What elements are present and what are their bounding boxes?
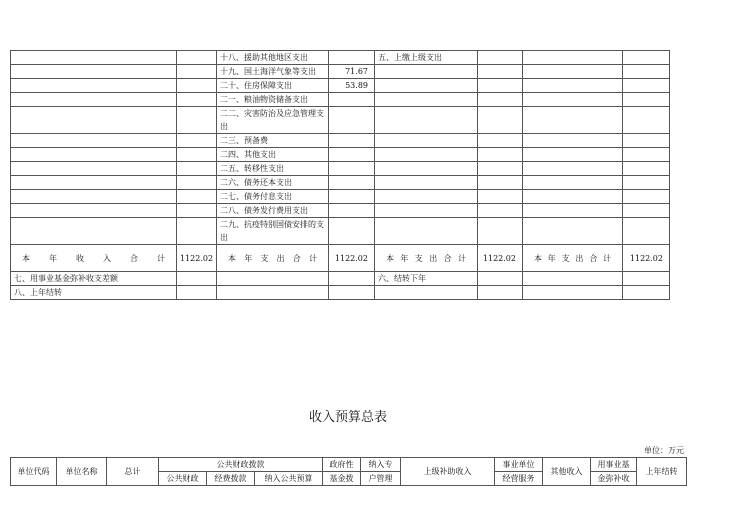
- table-cell-c6: [478, 204, 523, 218]
- footer-expense-item: 六、结转下年: [375, 272, 478, 286]
- table-cell-c7: [523, 65, 623, 79]
- empty-cell: [217, 272, 329, 286]
- table-cell-c1: [11, 134, 177, 148]
- table-row: [11, 107, 670, 134]
- table-cell-c5: [375, 204, 478, 218]
- table-cell-c2: [177, 162, 217, 176]
- table-cell-c5: [375, 65, 478, 79]
- empty-cell: [177, 286, 217, 300]
- header-gov-fund-line2: 基金拨: [323, 472, 361, 486]
- table-cell-c8: [623, 51, 670, 65]
- table-cell-c1: [11, 65, 177, 79]
- total-income-value: 1122.02: [177, 245, 217, 272]
- table-row: [11, 204, 670, 218]
- table-cell-c6: [478, 162, 523, 176]
- table-cell-c4: [329, 134, 375, 148]
- table-cell-c5: [375, 148, 478, 162]
- table-cell-c7: [523, 79, 623, 93]
- table-cell-c2: [177, 65, 217, 79]
- table-cell-c5: [375, 79, 478, 93]
- table-row: [11, 218, 670, 245]
- empty-cell: [623, 272, 670, 286]
- empty-cell: [523, 286, 623, 300]
- table-cell-c5: [375, 134, 478, 148]
- total-expense-label-1: [217, 245, 329, 272]
- footer-expense-item: [375, 286, 478, 300]
- table-cell-c1: [11, 51, 177, 65]
- empty-cell: [177, 272, 217, 286]
- empty-cell: [217, 286, 329, 300]
- table-cell-c3: 二十、住房保障支出: [217, 79, 329, 93]
- table-cell-c6: [478, 107, 523, 134]
- footer-income-item: 八、上年结转: [11, 286, 177, 300]
- empty-cell: [478, 286, 523, 300]
- table-row: [11, 134, 670, 148]
- footer-row: [11, 272, 670, 286]
- table-cell-c4: 71.67: [329, 65, 375, 79]
- header-other-income: 其他收入: [543, 458, 591, 486]
- table-cell-c1: [11, 176, 177, 190]
- table-cell-c5: [375, 176, 478, 190]
- table-cell-c8: [623, 134, 670, 148]
- table-cell-c3: 二五、转移性支出: [217, 162, 329, 176]
- table-cell-c1: [11, 204, 177, 218]
- header-unit-code: 单位代码: [11, 458, 57, 486]
- table-cell-c8: [623, 148, 670, 162]
- total-label-text: 本年支出合计: [228, 253, 317, 263]
- header-business-line2: 经营服务: [495, 472, 543, 486]
- table-cell-c6: [478, 148, 523, 162]
- table-cell-c2: [177, 204, 217, 218]
- table-cell-c6: [478, 218, 523, 245]
- table-cell-c1: [11, 107, 177, 134]
- table-cell-c7: [523, 204, 623, 218]
- table-cell-c4: [329, 93, 375, 107]
- table-cell-c1: [11, 218, 177, 245]
- table-cell-c7: [523, 134, 623, 148]
- table-row: [11, 93, 670, 107]
- empty-cell: [478, 272, 523, 286]
- income-budget-table: [10, 457, 687, 486]
- table-cell-c6: [478, 65, 523, 79]
- table-cell-c5: [375, 107, 478, 134]
- header-business-line1: 事业单位: [495, 458, 543, 472]
- table-cell-c8: [623, 65, 670, 79]
- table-cell-c4: [329, 107, 375, 134]
- table-cell-c7: [523, 107, 623, 134]
- empty-cell: [623, 286, 670, 300]
- table-cell-c2: [177, 176, 217, 190]
- table-row: [11, 51, 670, 65]
- header-special-line2: 户管理: [361, 472, 401, 486]
- table-cell-c7: [523, 51, 623, 65]
- empty-cell: [523, 272, 623, 286]
- subheader-public-finance: 公共财政: [159, 472, 207, 486]
- expenditure-summary-table: [10, 50, 670, 300]
- table-cell-c3: 二二、灾害防治及应急管理支出: [217, 107, 329, 134]
- table-cell-c7: [523, 93, 623, 107]
- table-cell-c5: [375, 93, 478, 107]
- header-gov-fund-line1: 政府性: [323, 458, 361, 472]
- table-cell-c8: [623, 79, 670, 93]
- table-cell-c7: [523, 190, 623, 204]
- table-cell-c8: [623, 176, 670, 190]
- table-cell-c3: 二八、债务发行费用支出: [217, 204, 329, 218]
- table-cell-c2: [177, 51, 217, 65]
- table-cell-c1: [11, 162, 177, 176]
- table-cell-c6: [478, 134, 523, 148]
- table-cell-c2: [177, 190, 217, 204]
- page-title: 收入预算总表: [308, 410, 387, 425]
- table-cell-c3: 二四、其他支出: [217, 148, 329, 162]
- footer-row: [11, 286, 670, 300]
- table-cell-c3: 二九、抗疫特别国债安排的支出: [217, 218, 329, 245]
- table-cell-c2: [177, 93, 217, 107]
- table-cell-c8: [623, 162, 670, 176]
- table-cell-c3: 二七、债务付息支出: [217, 190, 329, 204]
- header-special-line1: 纳入专: [361, 458, 401, 472]
- empty-cell: [329, 286, 375, 300]
- header-total: 总计: [107, 458, 159, 486]
- table-row: [11, 65, 670, 79]
- table-cell-c4: [329, 204, 375, 218]
- total-expense-value-3: 1122.02: [623, 245, 670, 272]
- empty-cell: [329, 272, 375, 286]
- table-row: [11, 176, 670, 190]
- table-cell-c3: 二三、预备费: [217, 134, 329, 148]
- table-row: [11, 190, 670, 204]
- total-label-text: 本年收入合计: [22, 253, 165, 263]
- header-fund-line1: 用事业基: [591, 458, 637, 472]
- table-cell-c7: [523, 218, 623, 245]
- total-label-text: 本年支出合计: [386, 253, 466, 263]
- table-cell-c4: 53.89: [329, 79, 375, 93]
- table-cell-c2: [177, 148, 217, 162]
- table-cell-c5: [375, 218, 478, 245]
- subheader-public-budget: 纳入公共预算: [255, 472, 323, 486]
- footer-income-item: 七、用事业基金弥补收支差额: [11, 272, 177, 286]
- table-cell-c8: [623, 218, 670, 245]
- totals-row: [11, 245, 670, 272]
- unit-label: 单位：万元: [644, 446, 684, 455]
- table-cell-c5: [375, 162, 478, 176]
- total-expense-value-1: 1122.02: [329, 245, 375, 272]
- table-cell-c4: [329, 218, 375, 245]
- total-income-label: [11, 245, 177, 272]
- table-cell-c6: [478, 190, 523, 204]
- table-cell-c1: [11, 190, 177, 204]
- table-cell-c4: [329, 190, 375, 204]
- header-public-finance: 公共财政拨款: [159, 458, 323, 472]
- total-expense-value-2: 1122.02: [478, 245, 523, 272]
- table-cell-c2: [177, 134, 217, 148]
- table-cell-c8: [623, 107, 670, 134]
- table-cell-c2: [177, 218, 217, 245]
- table-cell-c2: [177, 79, 217, 93]
- table-row: [11, 162, 670, 176]
- table-cell-c5: [375, 190, 478, 204]
- total-label-text: 本年支出合计: [534, 253, 611, 263]
- table-cell-c7: [523, 162, 623, 176]
- table-cell-c6: [478, 79, 523, 93]
- table-cell-c8: [623, 204, 670, 218]
- table-cell-c3: 二六、债务还本支出: [217, 176, 329, 190]
- header-fund-line2: 金弥补收: [591, 472, 637, 486]
- table-row: [11, 79, 670, 93]
- total-expense-label-2: [375, 245, 478, 272]
- table-cell-c1: [11, 148, 177, 162]
- table-cell-c5: 五、上缴上级支出: [375, 51, 478, 65]
- table-row: [11, 148, 670, 162]
- table-cell-c6: [478, 51, 523, 65]
- table-cell-c4: [329, 162, 375, 176]
- table-cell-c8: [623, 93, 670, 107]
- table-cell-c3: 二一、粮油物资储备支出: [217, 93, 329, 107]
- table-cell-c2: [177, 107, 217, 134]
- table-cell-c3: 十九、国土海洋气象等支出: [217, 65, 329, 79]
- header-carryover: 上年结转: [637, 458, 687, 486]
- table-cell-c4: [329, 148, 375, 162]
- total-expense-label-3: [523, 245, 623, 272]
- table-cell-c1: [11, 79, 177, 93]
- table-cell-c3: 十八、援助其他地区支出: [217, 51, 329, 65]
- table-cell-c8: [623, 190, 670, 204]
- table-cell-c7: [523, 176, 623, 190]
- header-unit-name: 单位名称: [57, 458, 107, 486]
- table-cell-c4: [329, 176, 375, 190]
- table-cell-c6: [478, 93, 523, 107]
- table-cell-c4: [329, 51, 375, 65]
- table-cell-c1: [11, 93, 177, 107]
- header-superior-subsidy: 上级补助收入: [401, 458, 495, 486]
- table-cell-c7: [523, 148, 623, 162]
- subheader-funding: 经费拨款: [207, 472, 255, 486]
- table-cell-c6: [478, 176, 523, 190]
